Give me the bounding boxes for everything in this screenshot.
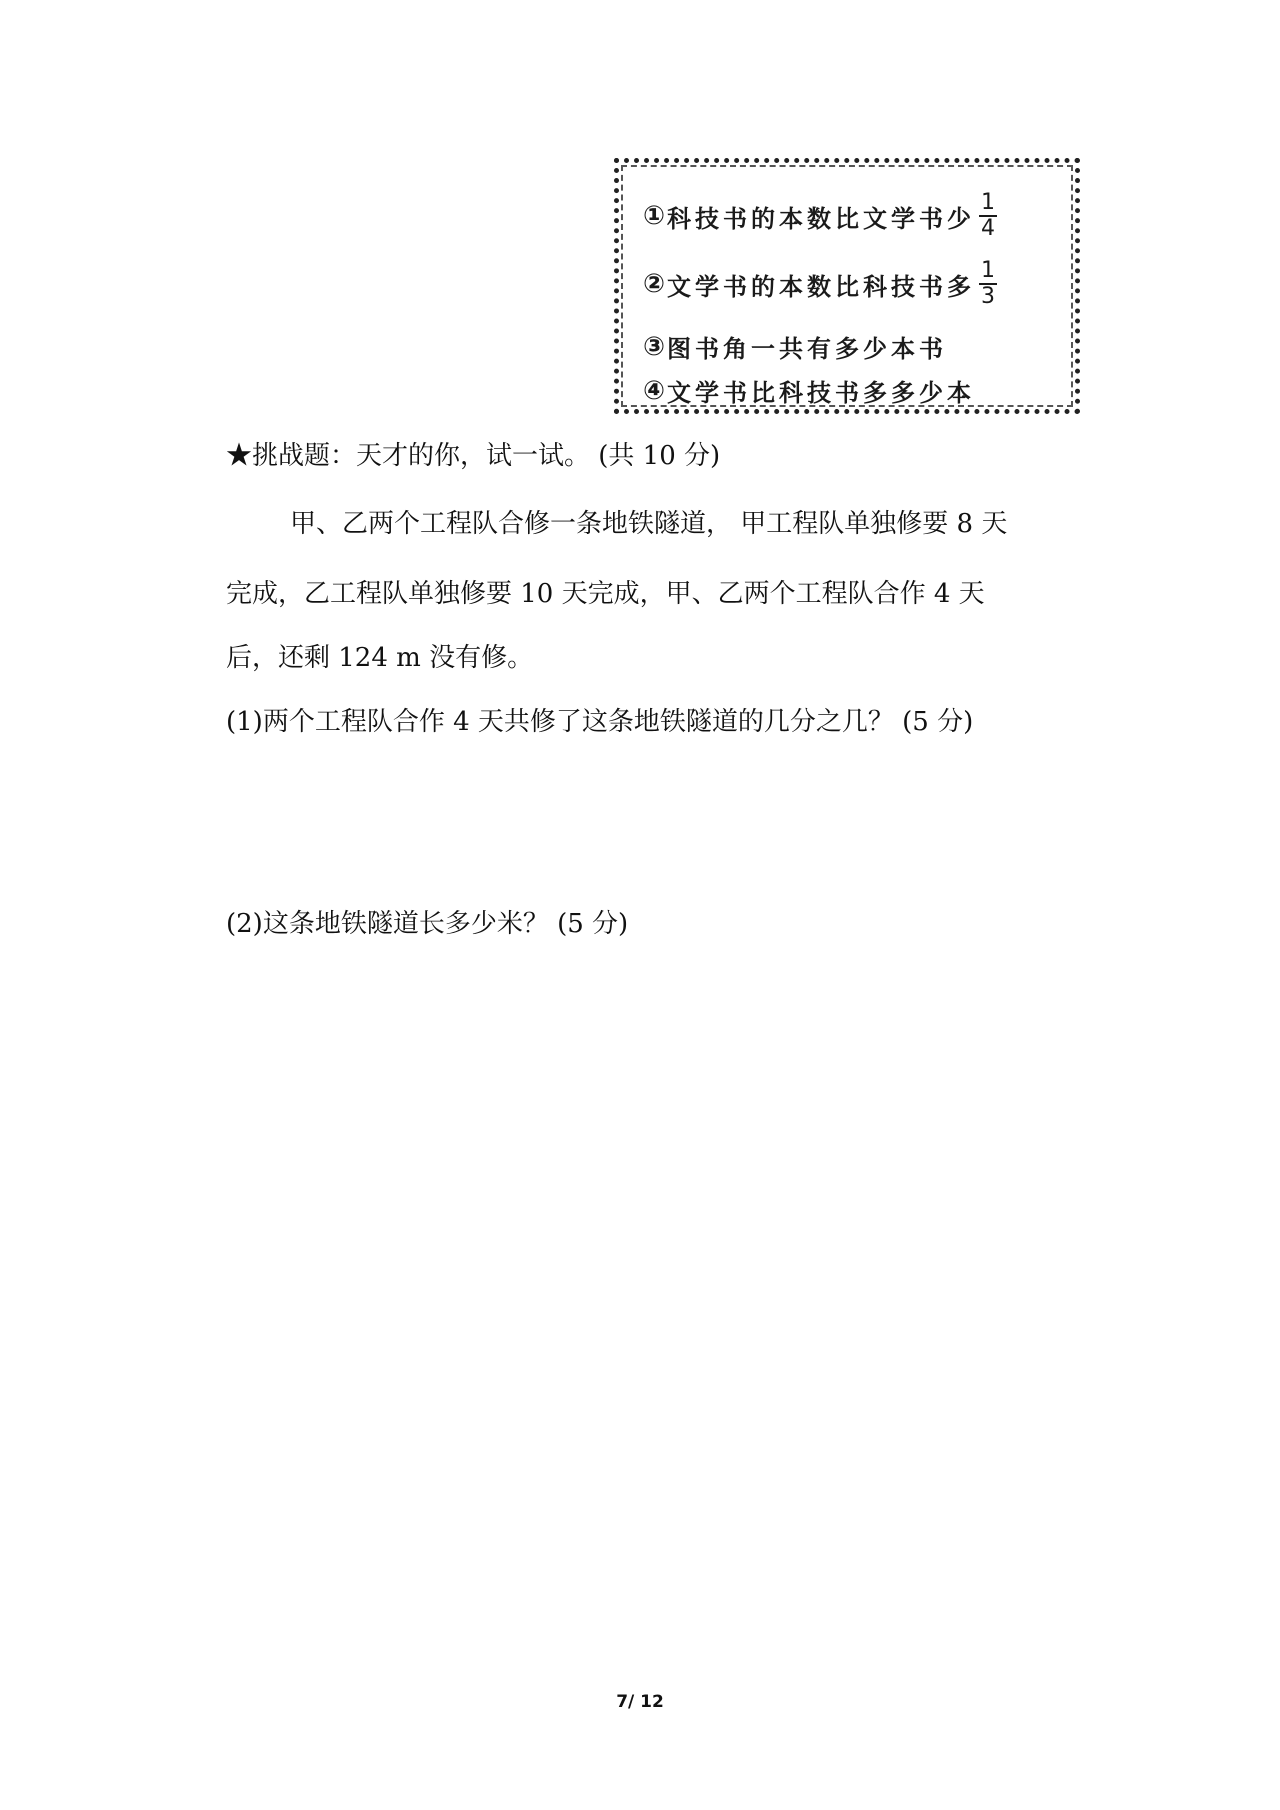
fraction bbox=[979, 259, 997, 309]
option-text: 文学书比科技书多多少本 bbox=[667, 379, 976, 407]
option-text: 科技书的本数比文学书少 bbox=[667, 204, 976, 233]
options-box bbox=[614, 158, 1080, 414]
option-text: 图书角一共有多少本书 bbox=[667, 335, 948, 363]
option-item-1 bbox=[643, 191, 997, 241]
option-text: 文学书的本数比科技书多 bbox=[667, 272, 976, 301]
option-number: ④ bbox=[643, 375, 666, 406]
problem-line: 后，还剩 124 m 没有修。 bbox=[226, 643, 534, 673]
question-2: (2)这条地铁隧道长多少米？ (5 分) bbox=[226, 909, 629, 939]
fraction-denominator: 4 bbox=[981, 216, 996, 241]
fraction bbox=[979, 191, 997, 241]
fraction-denominator: 3 bbox=[981, 284, 996, 309]
question-1: (1)两个工程队合作 4 天共修了这条地铁隧道的几分之几？ (5 分) bbox=[226, 707, 974, 737]
page-number: 7/ 12 bbox=[616, 1692, 664, 1712]
option-number: ① bbox=[643, 201, 666, 231]
option-number: ② bbox=[643, 269, 666, 299]
option-item-4 bbox=[643, 373, 975, 408]
challenge-heading: ★挑战题：天才的你，试一试。 (共 10 分) bbox=[226, 441, 721, 471]
fraction-numerator: 1 bbox=[981, 258, 996, 283]
option-number: ③ bbox=[643, 331, 666, 362]
fraction-numerator: 1 bbox=[981, 190, 996, 215]
problem-line: 甲、乙两个工程队合修一条地铁隧道， 甲工程队单独修要 8 天 bbox=[290, 509, 1008, 539]
problem-line: 完成，乙工程队单独修要 10 天完成，甲、乙两个工程队合作 4 天 bbox=[226, 579, 985, 609]
option-item-3 bbox=[643, 329, 947, 364]
option-item-2 bbox=[643, 259, 997, 309]
